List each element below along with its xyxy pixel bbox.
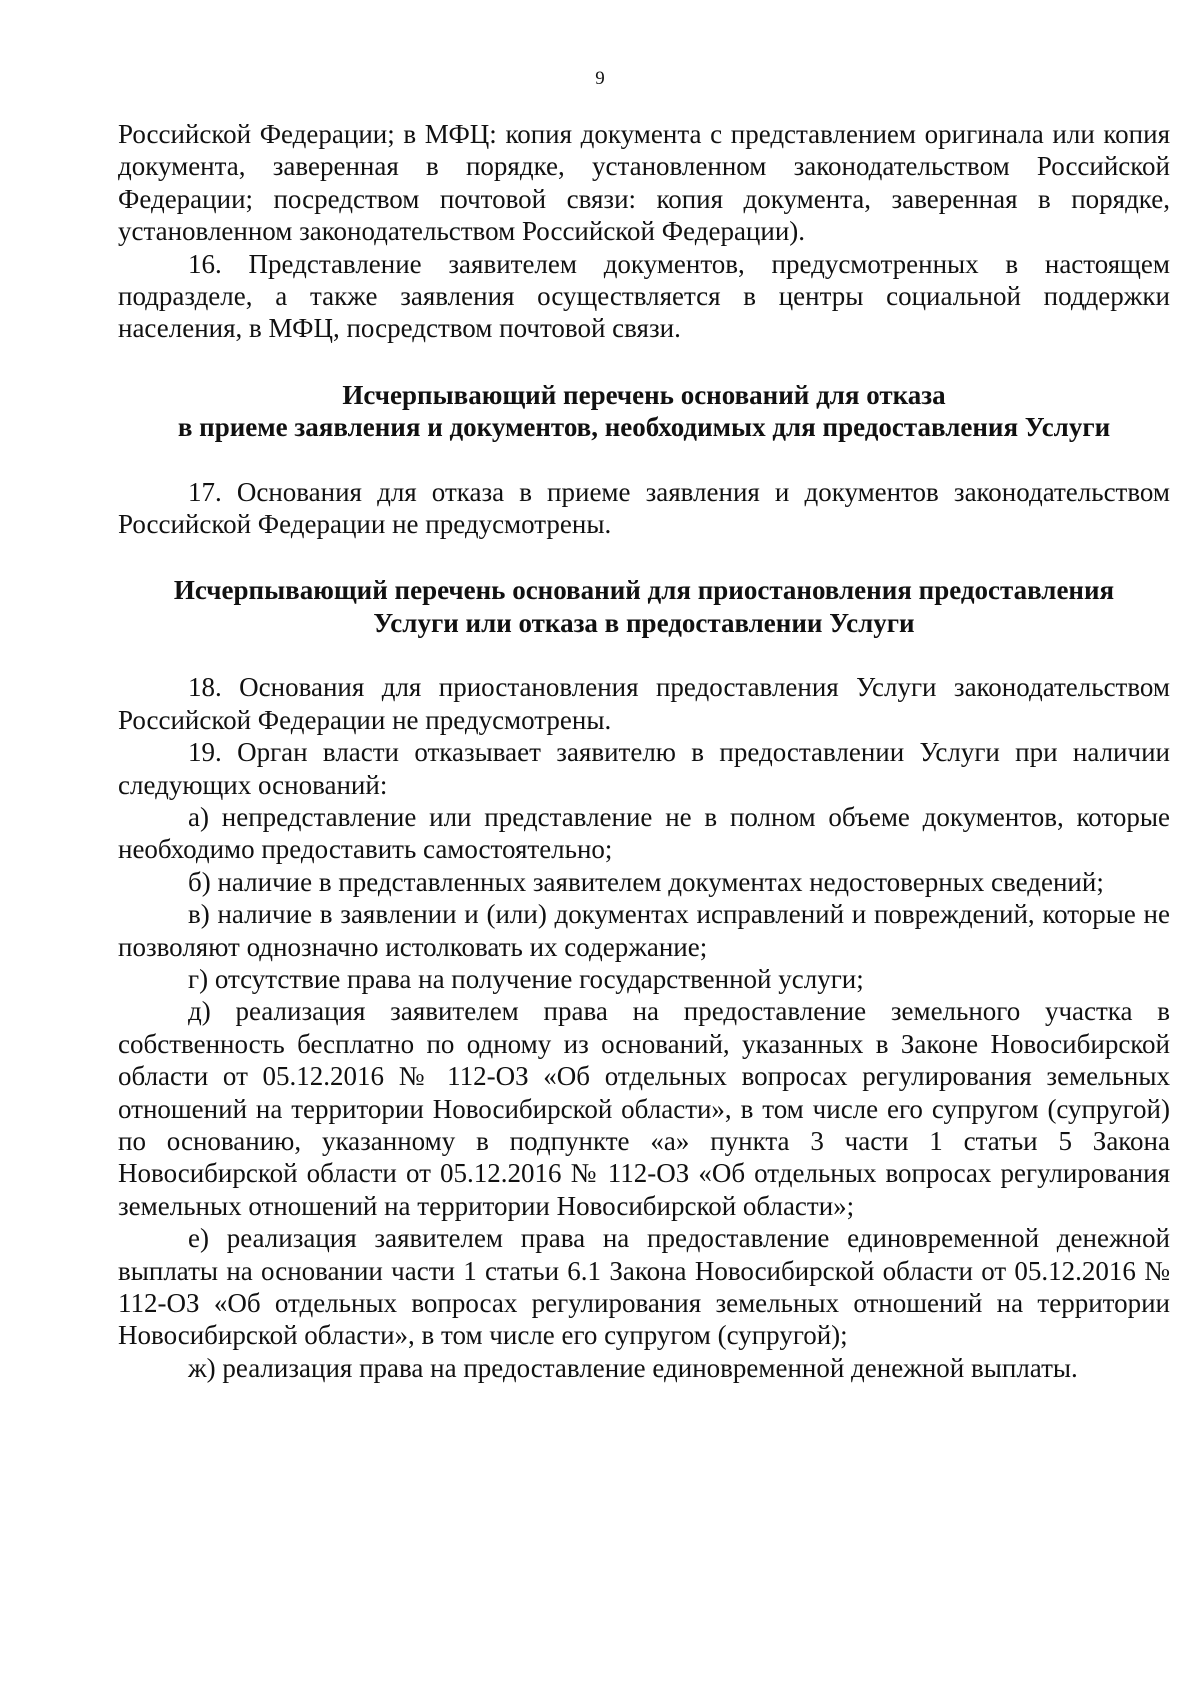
paragraph-19: 19. Орган власти отказывает заявителю в предоставлении Услуги при наличии следующих оснований: bbox=[118, 737, 1170, 800]
list-item-zh: ж) реализация права на предоставление единовременной денежной выплаты. bbox=[188, 1352, 1078, 1383]
heading-line: Исчерпывающий перечень оснований для отказа bbox=[342, 379, 946, 410]
list-item-a: а) непредставление или представление не в полном объеме документов, которые необходимо предоставить самостоятельно; bbox=[118, 801, 1170, 865]
heading-line: Исчерпывающий перечень оснований для приостановления предоставления bbox=[173, 575, 1115, 606]
paragraph-18: 18. Основания для приостановления предоставления Услуги законодательством Российской Федерации не предусмотрены. bbox=[118, 672, 1170, 735]
list-item-d: д) реализация заявителем права на предоставление земельного участка в собственность бесплатно по одному из оснований, указанных в Законе Новосибирской области от 05.12.2016 № 112-ОЗ «Об отдельных вопросах регулирования земельных отношений на территории Новосибирской области», в том числе его супругом (супругой) по основанию, указанному в подпункте «а» пункта 3 части 1 статьи 5 Закона Новосибирской области от 05.12.2016 № 112-ОЗ «Об отдельных вопросах регулирования земельных отношений на территории Новосибирской области»; bbox=[118, 996, 1170, 1221]
document-body bbox=[118, 118, 1170, 1384]
paragraph-17: 17. Основания для отказа в приеме заявления и документов законодательством Российской Федерации не предусмотрены. bbox=[118, 476, 1170, 540]
list-item-g: г) отсутствие права на получение государственной услуги; bbox=[188, 963, 864, 994]
paragraph-continuation: Российской Федерации; в МФЦ: копия документа с представлением оригинала или копия документа, заверенная в порядке, установленном законодательством Российской Федерации; посредством почтовой связи: копия документа, заверенная в порядке, установленном законодательством Российской Федерации). bbox=[118, 119, 1170, 247]
page-number: 9 bbox=[595, 68, 605, 89]
list-item-v: в) наличие в заявлении и (или) документах исправлений и повреждений, которые не позволяют однозначно истолковать их содержание; bbox=[118, 899, 1170, 962]
section-heading-suspension-refusal bbox=[118, 574, 1170, 639]
paragraph-16: 16. Представление заявителем документов, предусмотренных в настоящем подразделе, а также заявления осуществляется в центры социальной поддержки населения, в МФЦ, посредством почтовой связи. bbox=[118, 248, 1170, 344]
list-item-b: б) наличие в представленных заявителем документах недостоверных сведений; bbox=[188, 866, 1104, 897]
section-heading-refusal-acceptance bbox=[118, 379, 1170, 444]
list-item-e: е) реализация заявителем права на предоставление единовременной денежной выплаты на основании части 1 статьи 6.1 Закона Новосибирской области от 05.12.2016 № 112-ОЗ «Об отдельных вопросах регулирования земельных отношений на территории Новосибирской области», в том числе его супругом (супругой); bbox=[118, 1223, 1170, 1351]
heading-line: в приеме заявления и документов, необходимых для предоставления Услуги bbox=[177, 412, 1111, 443]
heading-line: Услуги или отказа в предоставлении Услуги bbox=[373, 607, 915, 638]
